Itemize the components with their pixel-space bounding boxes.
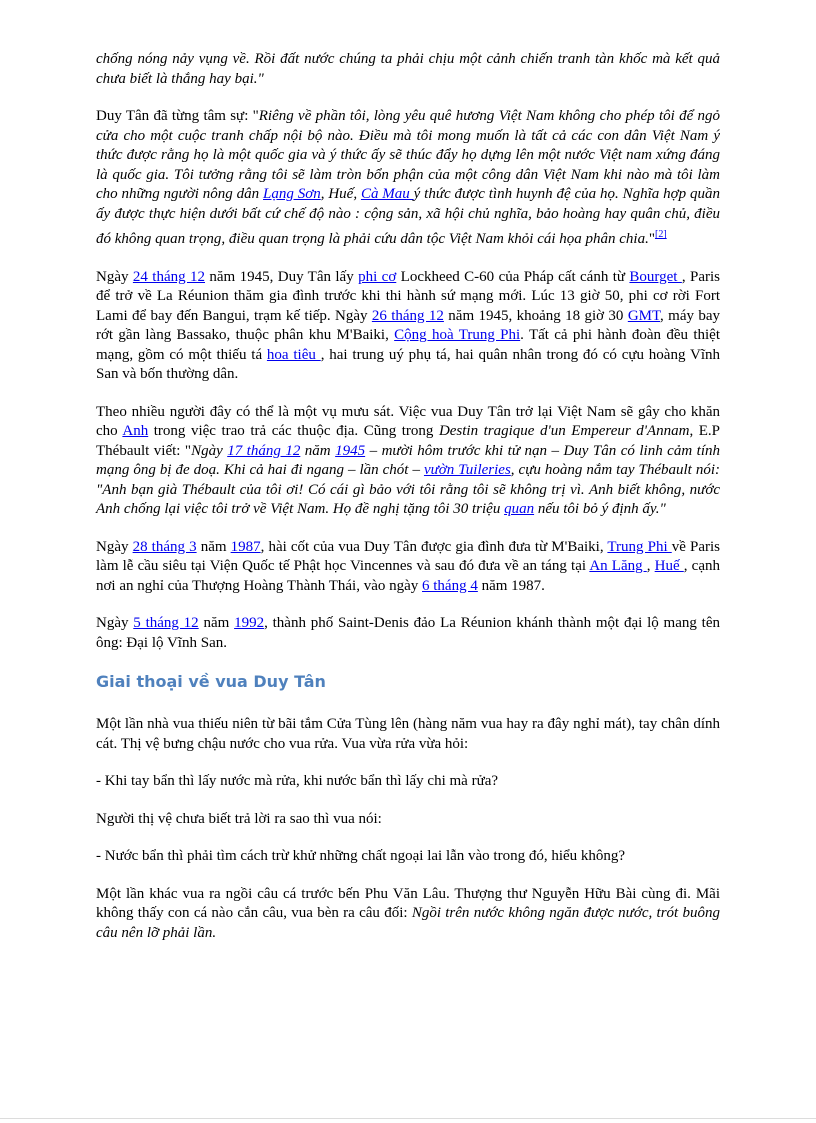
paragraph-answer: - Nước bẩn thì phải tìm cách trừ khử những chất ngoại lai lẫn vào trong đó, hiểu không? [96,848,626,864]
link-24-december[interactable]: 24 tháng 12 [132,268,205,285]
link-cong-hoa-trung-phi[interactable]: Cộng hoà Trung Phi [394,327,521,343]
link-1987[interactable]: 1987 [230,538,261,555]
text: Riêng về phần tôi, lòng yêu quê hương Việt Nam không cho phép tôi để ngỏ cửa cho một cuộc tranh chấp nội bộ nào. Điều mà tôi mong muốn là tất cả các con dân Việt Nam ý thức được rằng họ là một quốc gia và ý thức ấy sẽ thúc đẩy họ dựng lên một nước Việt nam xứng đáng là quốc gia. Tôi tưởng rằng tôi sẽ làm tròn bổn phận của một công dân Việt Nam khi nào mà tôi làm cho những người nông dân [96,108,721,202]
paragraph-remains-return [96,538,720,597]
paragraph-anecdote-1: Một lần nhà vua thiếu niên từ bãi tắm Cửa Tùng lên (hàng năm vua hay ra đây nghỉ mát), tay chân dính cát. Thị vệ bưng chậu nước cho vua rửa. Vua vừa rửa vừa hỏi: [96,716,720,752]
text: , thành phố Saint-Denis đảo La Réunion khánh thành một đại lộ mang tên ông: Đại lộ Vĩnh San. [96,615,720,651]
link-an-lang[interactable]: An Lăng [589,558,647,574]
link-bourget[interactable]: Bourget [629,268,682,285]
link-trung-phi[interactable]: Trung Phi [607,538,672,555]
text: – mười hôm trước khi tử nạn – Duy Tân có linh cảm tính mạng ông bị đe doạ. Khi cả hai đi ngang – lần chót – [96,442,720,478]
text: Lockheed C-60 của Pháp cất cánh từ [396,268,630,285]
paragraph-plane-crash [96,268,720,385]
text: năm 1987. [477,577,545,594]
text: , Paris để trở về La Réunion thăm gia đình trước khi thi hành sứ mạng mới. Lúc 13 giờ 50, phi cơ rời Fort Lami để bay đến Bangui, trạm kế tiếp. Ngày [96,268,721,324]
link-hoa-tieu[interactable]: hoa tiêu [266,346,321,363]
link-lang-son[interactable]: Lạng Sơn [263,186,321,202]
text: , máy bay rớt gần làng Bassako, thuộc phân khu M'Baiki, [96,307,721,343]
text: Duy Tân đã từng tâm sự: " [96,108,259,124]
link-gmt[interactable]: GMT [627,307,661,324]
text: , hai trung uý phụ tá, hai quân nhân trong đó có cựu hoàng Vĩnh San và bốn thường dân. [96,346,720,382]
text: năm 1945, khoảng 18 giờ 30 [443,307,628,324]
text: Theo nhiều người đây có thể là một vụ mưu sát. Việc vua Duy Tân trở lại Việt Nam sẽ gây cho khăn cho [96,403,720,439]
text: nếu tôi bỏ ý định ấy." [534,501,666,517]
paragraph-guard: Người thị vệ chưa biết trả lời ra sao thì vua nói: [96,810,382,827]
reference-link-2[interactable]: [2] [654,229,667,240]
paragraph-question: - Khi tay bẩn thì lấy nước mà rửa, khi nước bẩn thì lấy chi mà rửa? [96,773,499,789]
paragraph-assassination-theory [96,403,720,520]
text: , E.P Thébault viết: " [96,423,720,459]
text: , Huế, [320,186,361,202]
quote-text: chống nóng nảy vụng về. Rồi đất nước chúng ta phải chịu một cảnh chiến tranh tàn khốc mà kết quả chưa biết là thắng hay bại." [96,51,720,87]
text: Ngày [191,442,228,459]
text: ý thức được tình huynh đệ của họ. Nghĩa hợp quần ấy được thực hiện dưới bất cứ chế độ nào : cộng sản, xã hội chủ nghĩa, bảo hoàng hay quân chủ, điều đó không quan trọng, điều quan trọng là phải cứu dân tộc Việt Nam khỏi cái họa phân chia. [96,186,720,247]
text: năm [198,615,235,631]
link-1945[interactable]: 1945 [335,442,366,459]
text: , hài cốt của vua Duy Tân được gia đình đưa từ M'Baiki, [260,538,608,555]
section-heading: Giai thoại về vua Duy Tân [96,672,326,691]
link-28-march[interactable]: 28 tháng 3 [132,538,197,555]
text: " [648,231,655,247]
page-bottom-border [0,1118,816,1119]
couplet-text: Ngồi trên nước không ngăn được nước, trót buông câu nên lỡ phải lần. [96,905,720,941]
text: Một lần khác vua ra ngồi câu cá trước bến Phu Văn Lâu. Thượng thư Nguyễn Hữu Bài cùng đi. Mãi không thấy con cá nào cắn câu, vua bèn ra câu đối: [96,885,720,921]
link-phi-co[interactable]: phi cơ [358,268,397,285]
text: . Tất cả phi hành đoàn đều thiệt mạng, gồm có một thiếu tá [96,327,720,363]
text: Ngày [96,615,134,631]
confession-quote [96,108,720,247]
text: trong việc trao trả các thuộc địa. Cũng trong [148,423,439,439]
text: về Paris làm lễ cầu siêu tại Viện Quốc tế Phật học Vincennes và sau đó đưa về an táng tại [96,538,720,574]
text: Ngày [96,268,133,285]
link-hue[interactable]: Huế [654,558,684,574]
paragraph-war-quote [96,50,720,89]
text: , cạnh nơi an nghỉ của Thượng Hoàng Thành Thái, vào ngày [96,558,720,594]
text: , [646,558,655,574]
link-5-december[interactable]: 5 tháng 12 [133,615,199,631]
link-17-december[interactable]: 17 tháng 12 [227,442,301,459]
text: năm 1945, Duy Tân lấy [205,268,359,285]
book-title: Destin tragique d'un Empereur d'Annam [438,423,690,439]
link-6-april[interactable]: 6 tháng 4 [422,577,478,594]
paragraph-avenue [96,614,720,653]
link-quan[interactable]: quan [504,501,535,517]
text: Ngày [96,538,133,555]
text: , cựu hoàng nắm tay Thébault nói: "Anh bạn già Thébault của tôi ơi! Có cái gì bảo với tôi rằng tôi sẽ không trị vì. Anh biết không, nước Anh chống lại việc tôi trở về Việt Nam. Họ đề nghị tặng tôi 30 triệu [96,462,720,517]
link-anh[interactable]: Anh [122,423,149,439]
text: năm [300,442,336,459]
paragraph-duy-tan-confession [96,107,720,250]
link-ca-mau[interactable]: Cà Mau [360,186,414,202]
link-vuon-tuileries[interactable]: vườn Tuileries [423,462,511,478]
link-26-december[interactable]: 26 tháng 12 [371,307,444,324]
text: năm [196,538,231,555]
link-1992[interactable]: 1992 [234,615,265,631]
paragraph-anecdote-2 [96,885,720,944]
